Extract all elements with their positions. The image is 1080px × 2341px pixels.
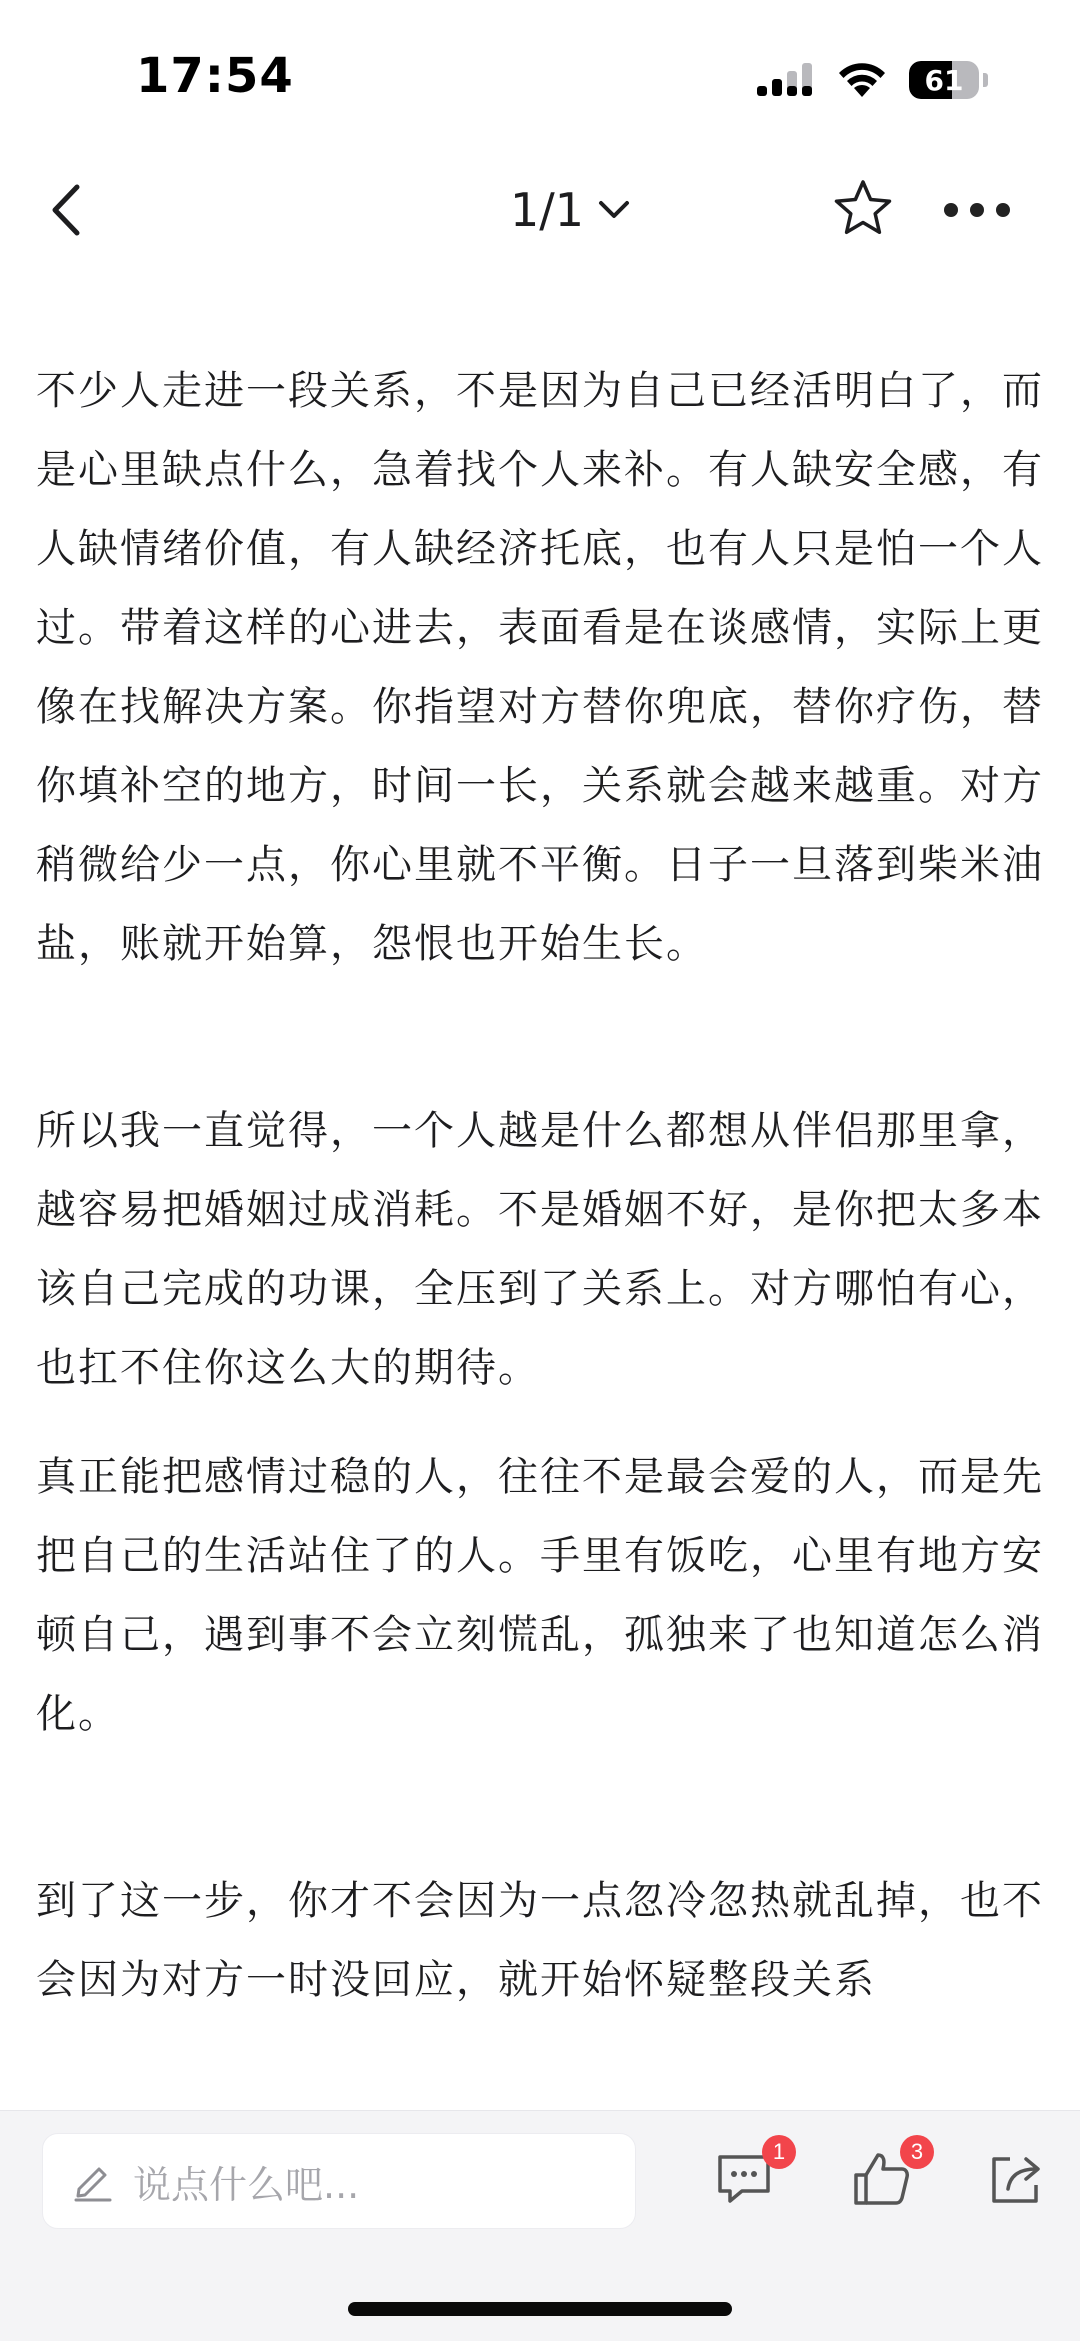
more-dot bbox=[944, 203, 958, 217]
comment-input[interactable] bbox=[42, 2133, 636, 2229]
page-indicator: 1/1 bbox=[510, 183, 585, 237]
chevron-left-icon bbox=[49, 183, 83, 237]
comments-button[interactable] bbox=[712, 2139, 786, 2211]
article-paragraph: 真正能把感情过稳的人，往往不是最会爱的人，而是先把自己的生活站住了的人。手里有饭吃，心里有地方安顿自己，遇到事不会立刻慌乱，孤独来了也知道怎么消化。 bbox=[36, 1454, 1044, 1737]
like-button[interactable] bbox=[850, 2139, 924, 2211]
status-bar bbox=[0, 0, 1080, 150]
star-icon[interactable] bbox=[832, 178, 894, 240]
battery-percent: 61 bbox=[924, 63, 964, 97]
chevron-down-icon bbox=[598, 200, 630, 220]
status-icons bbox=[757, 58, 988, 102]
article-paragraph: 到了这一步，你才不会因为一点忽冷忽热就乱掉，也不会因为对方一时没回应，就开始怀疑整段关系 bbox=[36, 1878, 1044, 2003]
more-button[interactable] bbox=[944, 190, 1010, 230]
wifi-icon bbox=[837, 61, 887, 99]
battery-icon bbox=[909, 61, 979, 99]
share-button[interactable] bbox=[984, 2147, 1048, 2211]
comments-count-badge: 1 bbox=[762, 2135, 796, 2169]
share-icon bbox=[984, 2147, 1048, 2211]
home-indicator bbox=[348, 2302, 732, 2316]
article-body bbox=[36, 352, 1044, 2020]
comment-placeholder: 说点什么吧... bbox=[133, 2162, 360, 2207]
article-paragraph: 不少人走进一段关系，不是因为自己已经活明白了，而是心里缺点什么，急着找个人来补。有人缺安全感，有人缺情绪价值，有人缺经济托底，也有人只是怕一个人过。带着这样的心进去，表面看是在谈感情，实际上更像在找解决方案。你指望对方替你兜底，替你疗伤，替你填补空的地方，时间一长，关系就会越来越重。对方稍微给少一点，你心里就不平衡。日子一旦落到柴米油盐，账就开始算，怨恨也开始生长。 bbox=[36, 368, 1044, 967]
likes-count-badge: 3 bbox=[900, 2135, 934, 2169]
pencil-icon bbox=[71, 2159, 115, 2203]
article-paragraph: 所以我一直觉得，一个人越是什么都想从伴侣那里拿，越容易把婚姻过成消耗。不是婚姻不好，是你把太多本该自己完成的功课，全压到了关系上。对方哪怕有心，也扛不住你这么大的期待。 bbox=[36, 1108, 1044, 1391]
signal-icon bbox=[757, 62, 815, 98]
nav-bar bbox=[0, 160, 1080, 260]
page-selector[interactable] bbox=[510, 182, 630, 238]
status-time: 17:54 bbox=[136, 48, 294, 104]
back-button[interactable] bbox=[36, 180, 96, 240]
more-dot bbox=[970, 203, 984, 217]
more-dot bbox=[996, 203, 1010, 217]
battery-tip bbox=[983, 73, 988, 87]
